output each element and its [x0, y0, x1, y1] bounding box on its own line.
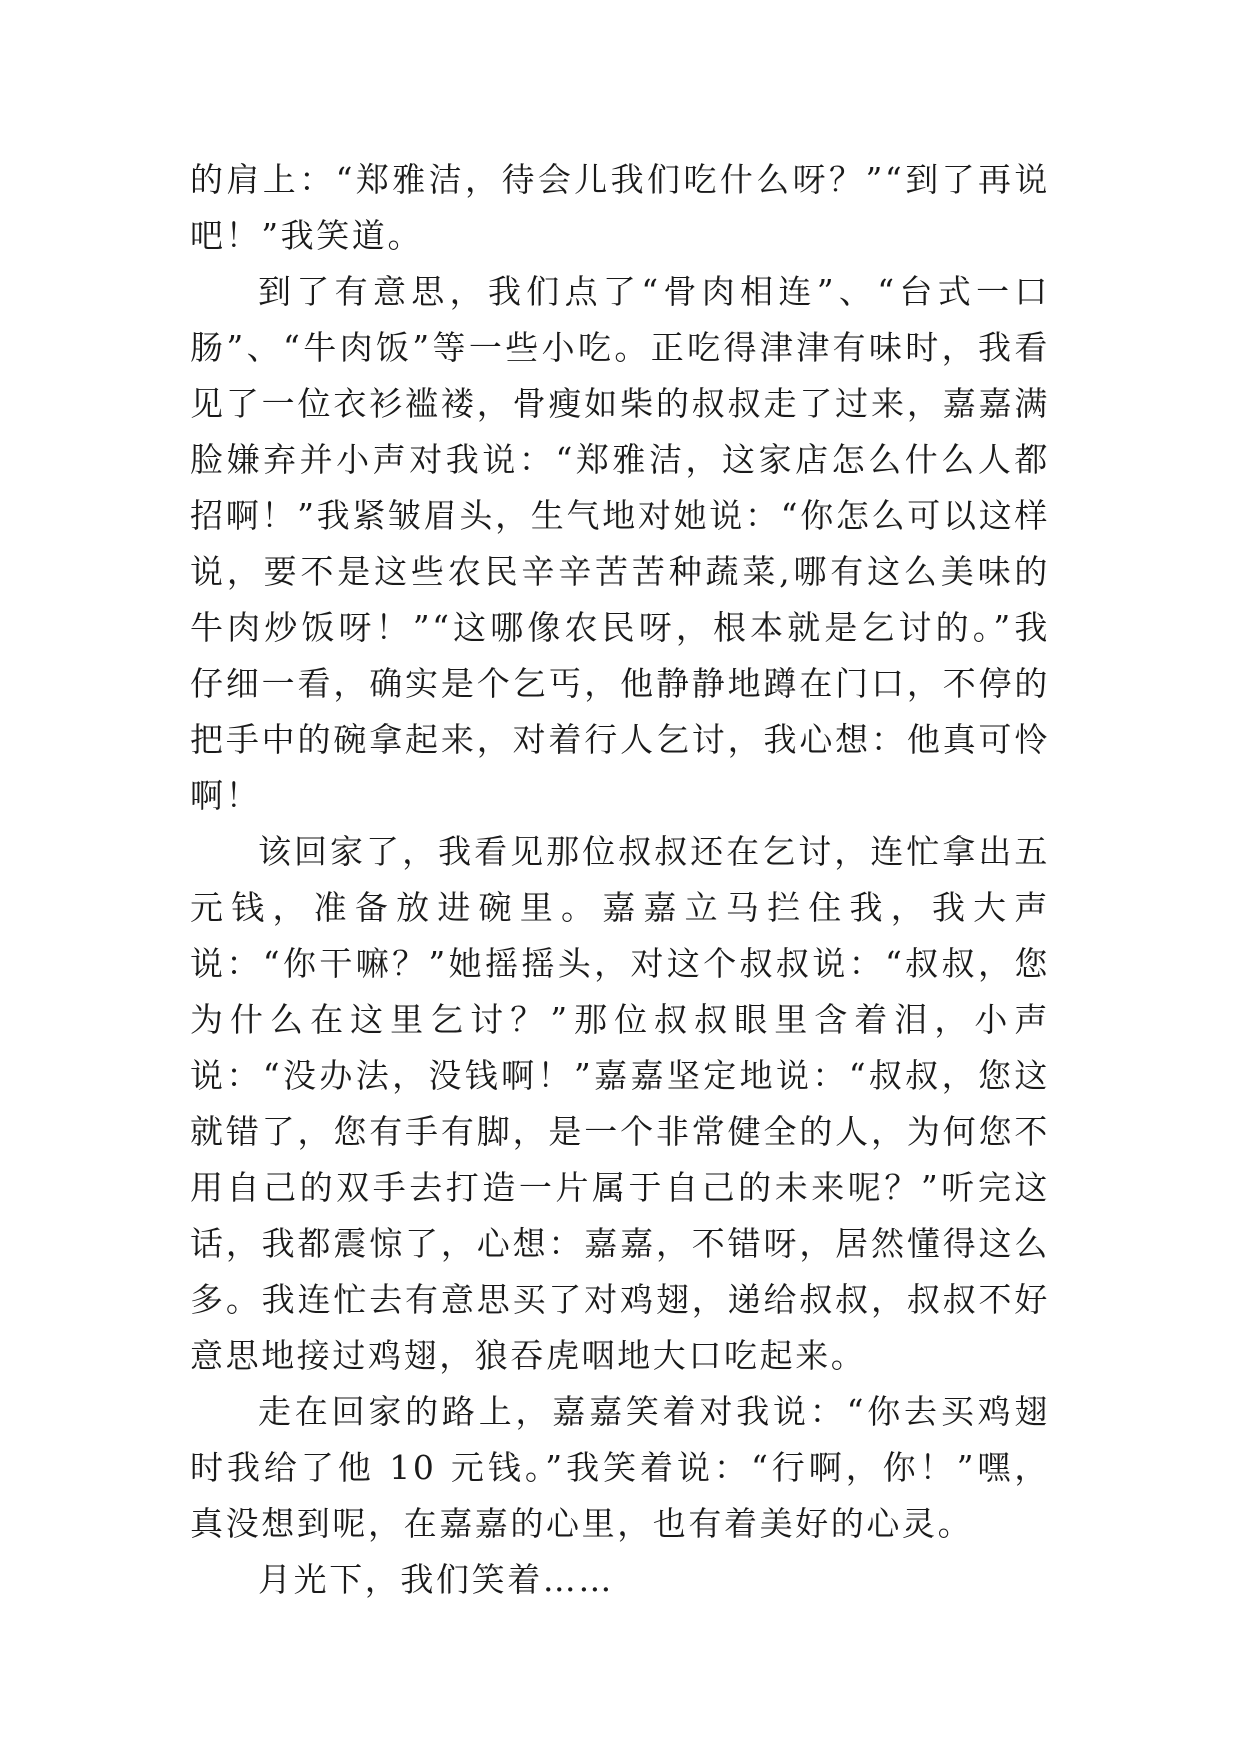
paragraph-continuation: 的肩上：“郑雅洁，待会儿我们吃什么呀？”“到了再说吧！”我笑道。 [190, 160, 1050, 255]
body-text [190, 152, 1050, 1608]
paragraph: 该回家了，我看见那位叔叔还在乞讨，连忙拿出五元钱，准备放进碗里。嘉嘉立马拦住我，我大声说：“你干嘛？”她摇摇头，对这个叔叔说：“叔叔，您为什么在这里乞讨？”那位叔叔眼里含着泪，小声说：“没办法，没钱啊！”嘉嘉坚定地说：“叔叔，您这就错了，您有手有脚，是一个非常健全的人，为何您不用自己的双手去打造一片属于自己的未来呢？”听完这话，我都震惊了，心想：嘉嘉，不错呀，居然懂得这么多。我连忙去有意思买了对鸡翅，递给叔叔，叔叔不好意思地接过鸡翅，狼吞虎咽地大口吃起来。 [190, 832, 1050, 1375]
paragraph-closing: 月光下，我们笑着…… [258, 1560, 614, 1599]
paragraph: 到了有意思，我们点了“骨肉相连”、“台式一口肠”、“牛肉饭”等一些小吃。正吃得津津有味时，我看见了一位衣衫褴褛，骨瘦如柴的叔叔走了过来，嘉嘉满脸嫌弃并小声对我说：“郑雅洁，这家店怎么什么人都招啊！”我紧皱眉头，生气地对她说：“你怎么可以这样说，要不是这些农民辛辛苦苦种蔬菜,哪有这么美味的牛肉炒饭呀！”“这哪像农民呀，根本就是乞讨的。”我仔细一看，确实是个乞丐，他静静地蹲在门口，不停的把手中的碗拿起来，对着行人乞讨，我心想：他真可怜啊！ [190, 272, 1050, 815]
paragraph: 走在回家的路上，嘉嘉笑着对我说：“你去买鸡翅时我给了他 10 元钱。”我笑着说：“行啊，你！”嘿，真没想到呢，在嘉嘉的心里，也有着美好的心灵。 [190, 1392, 1050, 1543]
